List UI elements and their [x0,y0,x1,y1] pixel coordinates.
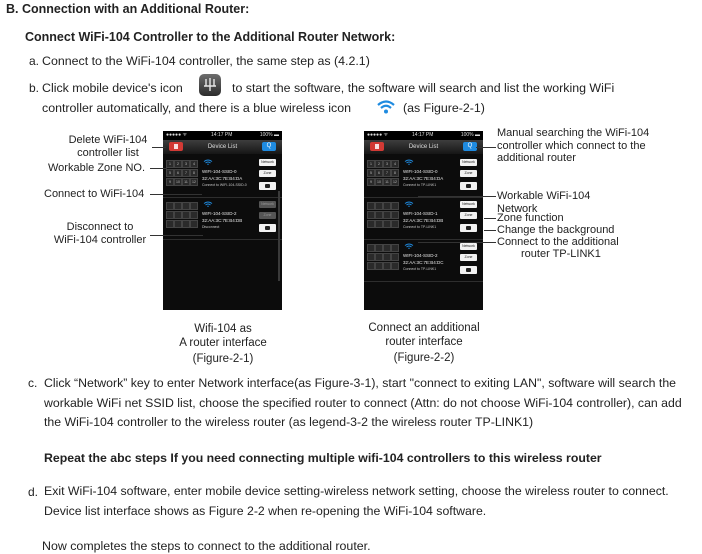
zone-cell[interactable] [383,262,391,270]
zone-cell[interactable] [391,253,399,261]
network-button[interactable]: Network [460,201,477,208]
network-button[interactable]: Network [460,243,477,250]
label-delete [62,134,154,159]
step-c-bold: Repeat the abc steps If you need connecting multiple wifi-104 controllers to this wireless router [44,451,602,465]
label-manual-search-text: Manual searching the WiFi-104 controller which connect to the additional router [497,127,650,164]
zone-cell[interactable] [391,244,399,252]
zone-cell[interactable]: 11 [383,178,391,186]
zone-cell[interactable] [166,220,174,228]
status-bar [163,131,282,140]
label-zone: Workable Zone NO. [48,162,146,174]
device-mac: 32:AA:3C:7E:B4:DA [202,176,243,181]
label-connect-router-1: Connect to the additional [497,236,619,248]
device-name: WIFI-104-SSID-2 [202,211,237,216]
device-mac: 32:AA:3C:7E:B4:DA [403,176,444,181]
zone-cell[interactable] [174,211,182,219]
caption-fig2-line3: (Figure-2-2) [393,352,455,364]
zone-cell[interactable] [383,202,391,210]
device-name: WIFI-104-SSID-0 [202,169,237,174]
zone-cell[interactable] [190,220,198,228]
step-b-text-2: to start the software, the software will search and list the working WiFi [232,81,615,95]
device-name: WIFI-104-SSID-0 [403,169,438,174]
zone-button[interactable]: Zone [460,170,477,177]
zone-cell[interactable] [375,244,383,252]
zone-button[interactable]: Zone [259,170,276,177]
caption-fig1-line1: Wifi-104 as [194,323,252,335]
zone-cell[interactable]: 4 [190,160,198,168]
zone-cell[interactable]: 7 [182,169,190,177]
leader-line-manual [476,147,496,148]
step-b-text-3: controller automatically, and there is a blue wireless icon [42,101,351,115]
device-row[interactable] [364,239,483,282]
label-connect: Connect to WiFi-104 [44,188,145,200]
zone-cell[interactable] [174,202,182,210]
step-a-marker: a. [29,54,40,68]
leader-line-zone [150,168,167,169]
zone-button[interactable]: Zone [460,254,477,261]
background-camera-button[interactable] [460,182,477,190]
device-row[interactable] [163,155,282,198]
zone-button[interactable]: Zone [460,212,477,219]
zone-cell[interactable] [367,211,375,219]
zone-cell[interactable]: 8 [391,169,399,177]
zone-cell[interactable] [367,202,375,210]
wifi-icon [404,201,414,207]
battery-text: 100% ▬ [259,132,279,138]
wifi-icon [203,159,213,165]
battery-text: 100% ▬ [460,132,480,138]
device-status: Connect to TP-LINK1 [403,225,437,229]
device-mac: 32:AA:3C:7E:B4:DC [403,260,444,265]
step-c-marker: c. [28,376,38,390]
label-connect-router-2: router TP-LINK1 [521,248,601,260]
caption-fig1 [168,322,278,366]
nav-bar [163,140,282,154]
zone-cell[interactable]: 3 [383,160,391,168]
label-manual-search [497,127,649,165]
zone-cell[interactable]: 8 [190,169,198,177]
leader-line-connect-router [418,242,496,243]
zone-cell[interactable] [391,220,399,228]
leader-line-network [418,196,496,197]
device-status: Disconnect [202,225,220,229]
step-b-text-4: (as Figure-2-1) [403,101,485,115]
caption-fig2 [362,321,486,365]
zone-cell[interactable]: 5 [166,169,174,177]
zone-cell[interactable]: 4 [391,160,399,168]
caption-fig1-line3: (Figure-2-1) [192,353,254,365]
zone-cell[interactable] [166,202,174,210]
device-status: Connect to WIFI-104-SSID-0 [202,183,247,187]
device-mac: 32:AA:3C:7E:B4:DB [202,218,243,223]
leader-line-connect [150,194,202,195]
leader-line-bg [484,230,496,231]
zone-cell[interactable] [375,262,383,270]
nav-title: Device List [207,144,238,150]
search-button[interactable]: Q [262,142,276,151]
phone-screen-fig1 [163,131,282,310]
zone-cell[interactable] [375,202,383,210]
label-background: Change the background [497,224,615,236]
zone-cell[interactable] [383,220,391,228]
caption-fig2-line1: Connect an additional [368,322,480,334]
zone-cell[interactable] [391,211,399,219]
closing-text: Now completes the steps to connect to the additional router. [42,539,371,553]
zone-cell[interactable] [190,202,198,210]
zone-cell[interactable]: 10 [375,178,383,186]
scrollbar[interactable] [278,191,280,281]
zone-cell[interactable]: 9 [166,178,174,186]
zone-cell[interactable] [367,262,375,270]
device-status: Connect to TP-LINK1 [403,183,437,187]
zone-cell[interactable] [182,211,190,219]
wifi-blue-icon [376,99,396,115]
zone-cell[interactable]: 9 [367,178,375,186]
zone-cell[interactable] [383,211,391,219]
device-name: WIFI-104-SSID-2 [403,253,438,258]
step-c-text: Click “Network” key to enter Network interface(as Figure-3-1), start "connect to exiting LAN", software will search the workable WiFi net SSID list, choose the specified router to connect (Attn: do not choose WiFi-104 controller), can add the WiFi-104 controller to the wireless router (as legend-3-2 the wireless router TP-LINK1) [44,376,682,429]
label-disconnect [48,221,152,246]
zone-cell[interactable] [190,211,198,219]
device-row[interactable] [163,197,282,240]
carrier-text: ●●●●● ᯤ [166,132,188,138]
zone-cell[interactable]: 1 [166,160,174,168]
zone-cell[interactable]: 12 [190,178,198,186]
step-b-marker: b. [29,81,40,95]
zone-cell[interactable]: 5 [367,169,375,177]
section-title: B. Connection with an Additional Router: [6,2,250,16]
leader-line-delete [152,147,166,148]
background-camera-button[interactable] [259,224,276,232]
step-b-text-1: Click mobile device's icon [42,81,183,95]
nav-title: Device List [408,144,439,150]
zone-cell[interactable] [391,202,399,210]
zone-cell[interactable]: 7 [383,169,391,177]
zone-cell[interactable]: 2 [174,160,182,168]
network-button[interactable]: Network [259,201,276,208]
app-icon [199,74,221,96]
phone-screen-fig2 [364,131,483,310]
step-d-marker: d. [28,485,39,499]
wifi-icon [404,243,414,249]
label-zone-function: Zone function [497,212,564,224]
clock-text: 14:17 PM [412,132,434,138]
background-camera-button[interactable] [259,182,276,190]
delete-button[interactable] [169,142,183,151]
zone-cell[interactable] [367,220,375,228]
device-row[interactable] [364,155,483,198]
delete-button[interactable] [370,142,384,151]
carrier-text: ●●●●● ᯤ [367,132,389,138]
label-network-text: Workable WiFi-104 Network [497,190,591,215]
zone-cell[interactable]: 1 [367,160,375,168]
zone-cell[interactable]: 11 [182,178,190,186]
wifi-icon [203,201,213,207]
zone-button[interactable]: Zone [259,212,276,219]
zone-cell[interactable] [375,253,383,261]
zone-cell[interactable] [367,253,375,261]
zone-cell[interactable]: 10 [174,178,182,186]
zone-cell[interactable]: 3 [182,160,190,168]
step-d-text: Exit WiFi-104 software, enter mobile device setting-wireless network setting, choose the wireless router to connect. Device list interface shows as Figure 2-2 when re-opening the WiFi-104 software. [44,484,669,518]
clock-text: 14:17 PM [211,132,233,138]
leader-line-disconnect [150,235,203,236]
subtitle: Connect WiFi-104 Controller to the Additional Router Network: [25,30,396,44]
background-camera-button[interactable] [460,224,477,232]
leader-line-zone-fn [484,218,496,219]
device-row[interactable] [364,197,483,240]
background-camera-button[interactable] [460,266,477,274]
zone-cell[interactable]: 12 [391,178,399,186]
device-name: WIFI-104-SSID-1 [403,211,438,216]
app-glyph-icon [199,74,221,96]
zone-cell[interactable] [174,220,182,228]
device-mac: 32:AA:3C:7E:B4:DB [403,218,444,223]
wifi-icon [404,159,414,165]
zone-cell[interactable] [375,211,383,219]
zone-cell[interactable] [391,262,399,270]
network-button[interactable]: Network [259,159,276,166]
status-bar [364,131,483,140]
step-a-text: Connect to the WiFi-104 controller, the same step as (4.2.1) [42,54,370,68]
zone-cell[interactable]: 6 [174,169,182,177]
zone-cell[interactable] [182,202,190,210]
network-button[interactable]: Network [460,159,477,166]
search-button[interactable]: Q [463,142,477,151]
zone-cell[interactable]: 2 [375,160,383,168]
device-status: Connect to TP-LINK1 [403,267,437,271]
zone-cell[interactable] [383,253,391,261]
caption-fig2-line2: router interface [385,336,463,348]
zone-cell[interactable] [375,220,383,228]
label-disconnect-text: Disconnect to WiFi-104 controller [53,221,147,246]
zone-cell[interactable] [182,220,190,228]
zone-cell[interactable] [367,244,375,252]
zone-cell[interactable]: 6 [375,169,383,177]
zone-cell[interactable] [166,211,174,219]
zone-cell[interactable] [383,244,391,252]
label-delete-text: Delete WiFi-104 controller list [68,134,148,159]
caption-fig1-line2: A router interface [179,337,267,349]
nav-bar [364,140,483,154]
